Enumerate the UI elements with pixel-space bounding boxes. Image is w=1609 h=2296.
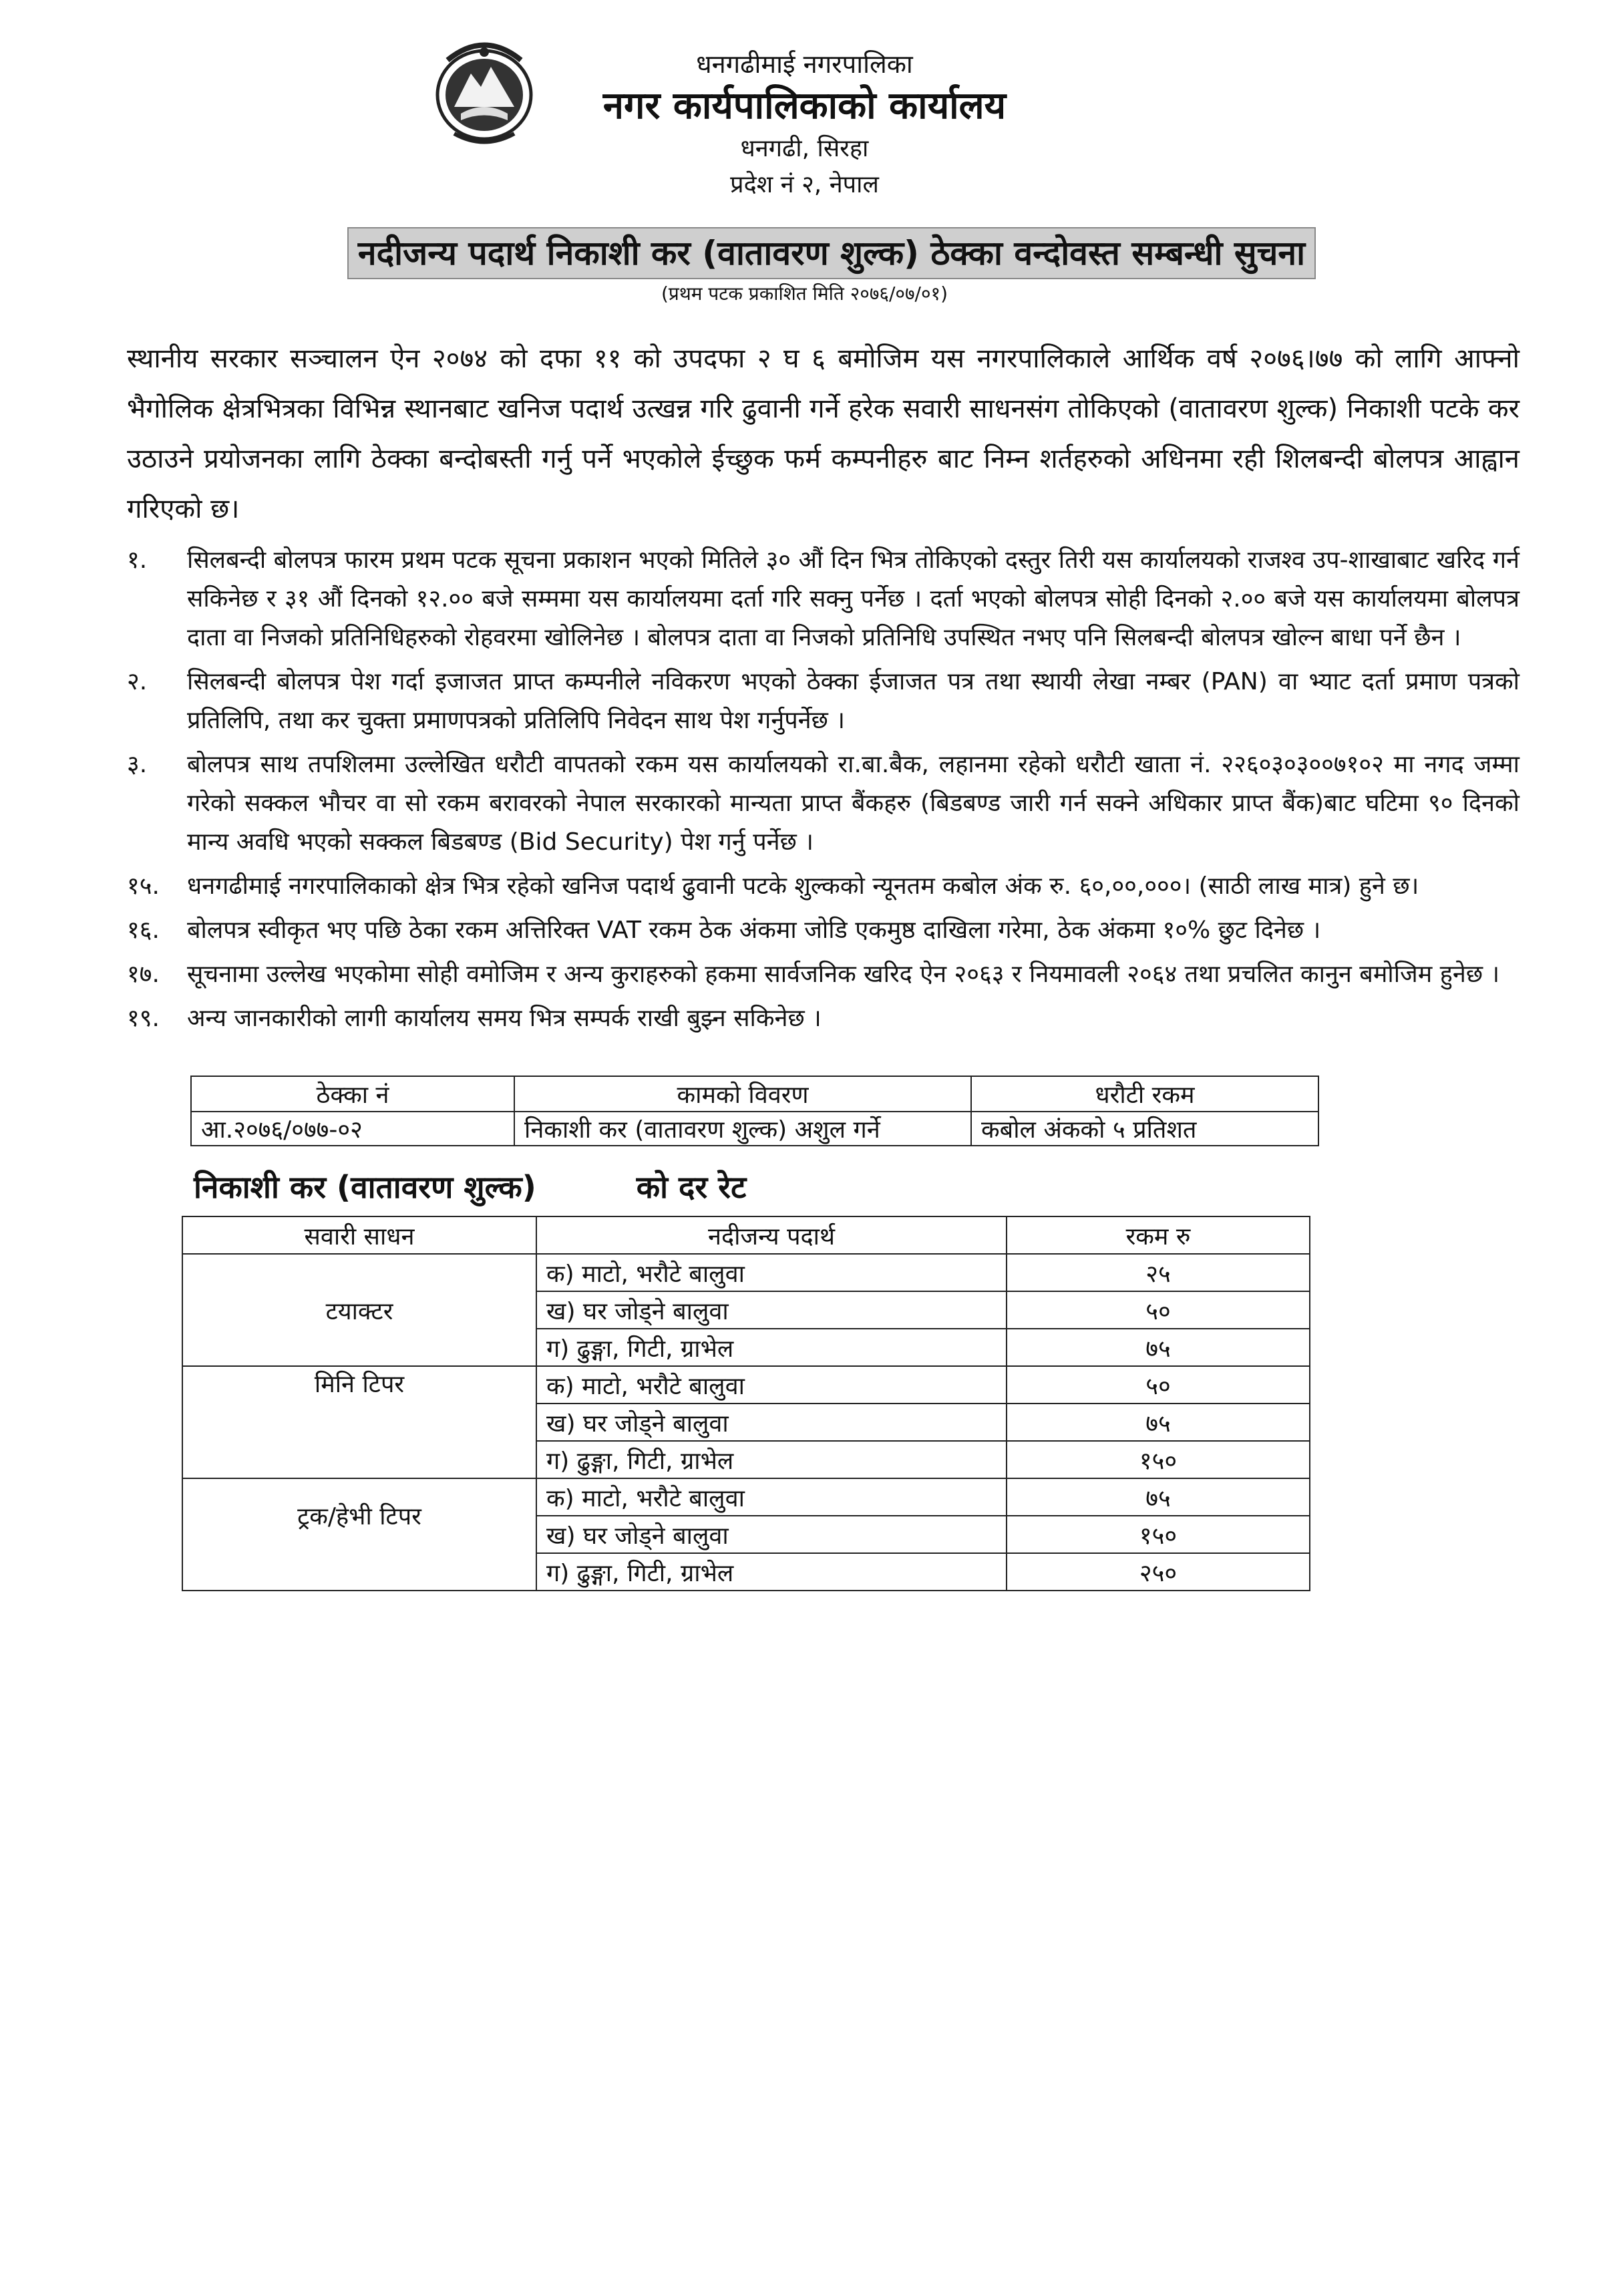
amount-cell: १५० xyxy=(1007,1441,1310,1478)
material-cell: ख) घर जोड्ने बालुवा xyxy=(536,1291,1007,1329)
item-number: २. xyxy=(127,668,148,695)
list-item xyxy=(127,663,1519,740)
notice-subtitle: (प्रथम पटक प्रकाशित मिति २०७६/०७/०१) xyxy=(661,283,948,305)
intro-paragraph: स्थानीय सरकार सञ्चालन ऐन २०७४ को दफा ११ को उपदफा २ घ ६ बमोजिम यस नगरपालिकाले आर्थिक वर्ष २०७६।७७ को लागि आफ्नो भैगोलिक क्षेत्रभित्रका विभिन्न स्थानबाट खनिज पदार्थ उत्खन्न गरि ढुवानी गर्ने हरेक सवारी साधनसंग तोकिएको (वातावरण शुल्क) निकाशी पटके कर उठाउने प्रयोजनका लागि ठेक्का बन्दोबस्ती गर्नु पर्ने भएकोले ईच्छुक फर्म कम्पनीहरु बाट निम्न शर्तहरुको अधिनमा रही शिलबन्दी बोलपत्र आह्वान गरिएको छ। xyxy=(127,343,1519,524)
item-text: सूचनामा उल्लेख भएकोमा सोही वमोजिम र अन्य कुराहरुको हकमा सार्वजनिक खरिद ऐन २०६३ र नियमावली २०६४ तथा प्रचलित कानुन बमोजिम हुनेछ । xyxy=(187,961,1500,988)
rate-heading xyxy=(194,1166,746,1207)
column-header: कामको विवरण xyxy=(514,1076,971,1112)
vehicle-cell: मिनि टिपर xyxy=(182,1366,536,1478)
letterhead xyxy=(0,47,1609,203)
table-cell: आ.२०७६/०७७-०२ xyxy=(191,1112,514,1146)
conditions-list xyxy=(127,541,1519,1038)
table-cell: कबोल अंकको ५ प्रतिशत xyxy=(971,1112,1318,1146)
column-header: रकम रु xyxy=(1007,1216,1310,1254)
material-cell: ग) ढुङ्गा, गिटी, ग्राभेल xyxy=(536,1553,1007,1591)
item-text: सिलबन्दी बोलपत्र फारम प्रथम पटक सूचना प्रकाशन भएको मितिले ३० औं दिन भित्र तोकिएको दस्तुर तिरी यस कार्यालयको राजश्व उप-शाखाबाट खरिद गर्न सकिनेछ र ३१ औं दिनको १२.०० बजे सम्ममा यस कार्यालयमा दर्ता गरि सक्नु पर्नेछ । दर्ता भएको बोलपत्र सोही दिनको २.०० बजे यस कार्यालयमा बोलपत्र दाता वा निजको प्रतिनिधिहरुको रोहवरमा खोलिनेछ । बोलपत्र दाता वा निजको प्रतिनिधि उपस्थित नभए पनि सिलबन्दी बोलपत्र खोल्न बाधा पर्ने छैन । xyxy=(187,546,1519,651)
vehicle-cell: टयाक्टर xyxy=(182,1254,536,1366)
item-number: १५. xyxy=(127,872,160,900)
item-number: ३. xyxy=(127,751,148,778)
table-header-row xyxy=(182,1216,1310,1254)
material-cell: ग) ढुङ्गा, गिटी, ग्राभेल xyxy=(536,1329,1007,1366)
column-header: ठेक्का नं xyxy=(191,1076,514,1112)
office-address: धनगढी, सिरहा xyxy=(740,135,869,162)
material-cell: ग) ढुङ्गा, गिटी, ग्राभेल xyxy=(536,1441,1007,1478)
table-cell: निकाशी कर (वातावरण शुल्क) अशुल गर्ने xyxy=(514,1112,971,1146)
amount-cell: ७५ xyxy=(1007,1404,1310,1441)
item-text: सिलबन्दी बोलपत्र पेश गर्दा इजाजत प्राप्त कम्पनीले नविकरण भएको ठेक्का ईजाजत पत्र तथा स्थायी लेखा नम्बर (PAN) वा भ्याट दर्ता प्रमाण पत्रको प्रतिलिपि, तथा कर चुक्ता प्रमाणपत्रको प्रतिलिपि निवेदन साथ पेश गर्नुपर्नेछ । xyxy=(187,668,1519,734)
table-row xyxy=(182,1254,1310,1291)
vehicle-cell: ट्रक/हेभी टिपर xyxy=(182,1478,536,1591)
rate-table xyxy=(182,1216,1310,1591)
material-cell: ख) घर जोड्ने बालुवा xyxy=(536,1404,1007,1441)
list-item xyxy=(127,911,1519,950)
column-header: सवारी साधन xyxy=(182,1216,536,1254)
amount-cell: २५० xyxy=(1007,1553,1310,1591)
list-item xyxy=(127,867,1519,906)
amount-cell: ५० xyxy=(1007,1291,1310,1329)
table-row xyxy=(191,1112,1318,1146)
item-text: धनगढीमाई नगरपालिकाको क्षेत्र भित्र रहेको खनिज पदार्थ ढुवानी पटके शुल्कको न्यूनतम कबोल अंक रु. ६०,००,०००। (साठी लाख मात्र) हुने छ। xyxy=(187,872,1419,900)
column-header: नदीजन्य पदार्थ xyxy=(536,1216,1007,1254)
municipality-name: धनगढीमाई नगरपालिका xyxy=(696,49,913,79)
list-item xyxy=(127,541,1519,657)
item-text: अन्य जानकारीको लागी कार्यालय समय भित्र सम्पर्क राखी बुझ्न सकिनेछ । xyxy=(187,1005,822,1032)
column-header: धरौटी रकम xyxy=(971,1076,1318,1112)
material-cell: क) माटो, भरौटे बालुवा xyxy=(536,1478,1007,1516)
rate-heading-right: को दर रेट xyxy=(636,1169,747,1205)
material-cell: क) माटो, भरौटे बालुवा xyxy=(536,1366,1007,1404)
list-item xyxy=(127,955,1519,994)
amount-cell: ७५ xyxy=(1007,1329,1310,1366)
amount-cell: ७५ xyxy=(1007,1478,1310,1516)
office-province: प्रदेश नं २, नेपाल xyxy=(730,171,879,198)
item-number: १९. xyxy=(127,1005,160,1032)
office-name: नगर कार्यपालिकाको कार्यालय xyxy=(602,84,1007,128)
notice-body xyxy=(127,334,1519,1043)
table-row xyxy=(182,1366,1310,1404)
item-text: बोलपत्र साथ तपशिलमा उल्लेखित धरौटी वापतको रकम यस कार्यालयको रा.बा.बैक, लहानमा रहेको धरौटी खाता नं. २२६०३०३००७१०२ मा नगद जम्मा गरेको सक्कल भौचर वा सो रकम बरावरको नेपाल सरकारको मान्यता प्राप्त बैंकहरु (बिडबण्ड जारी गर्न सक्ने अधिकार प्राप्त बैंक)बाट घटिमा ९० दिनको मान्य अवधि भएको सक्कल बिडबण्ड (Bid Security) पेश गर्नु पर्नेछ । xyxy=(187,751,1519,856)
amount-cell: २५ xyxy=(1007,1254,1310,1291)
item-text: बोलपत्र स्वीकृत भए पछि ठेका रकम अत्तिरिक्त VAT रकम ठेक अंकमा जोडि एकमुष्ठ दाखिला गरेमा, ठेक अंकमा १०% छुट दिनेछ । xyxy=(187,917,1321,944)
list-item xyxy=(127,999,1519,1038)
list-item xyxy=(127,746,1519,862)
material-cell: क) माटो, भरौटे बालुवा xyxy=(536,1254,1007,1291)
item-number: १. xyxy=(127,546,148,574)
table-row xyxy=(182,1478,1310,1516)
amount-cell: ५० xyxy=(1007,1366,1310,1404)
item-number: १७. xyxy=(127,961,160,988)
contract-table xyxy=(190,1076,1319,1146)
notice-title-wrap xyxy=(321,227,1343,279)
table-header-row xyxy=(191,1076,1318,1112)
amount-cell: १५० xyxy=(1007,1516,1310,1553)
rate-heading-left: निकाशी कर (वातावरण शुल्क) xyxy=(194,1169,536,1205)
material-cell: ख) घर जोड्ने बालुवा xyxy=(536,1516,1007,1553)
notice-title: नदीजन्य पदार्थ निकाशी कर (वातावरण शुल्क) ठेक्का वन्दोवस्त सम्बन्धी सुचना xyxy=(347,227,1316,279)
item-number: १६. xyxy=(127,917,160,944)
